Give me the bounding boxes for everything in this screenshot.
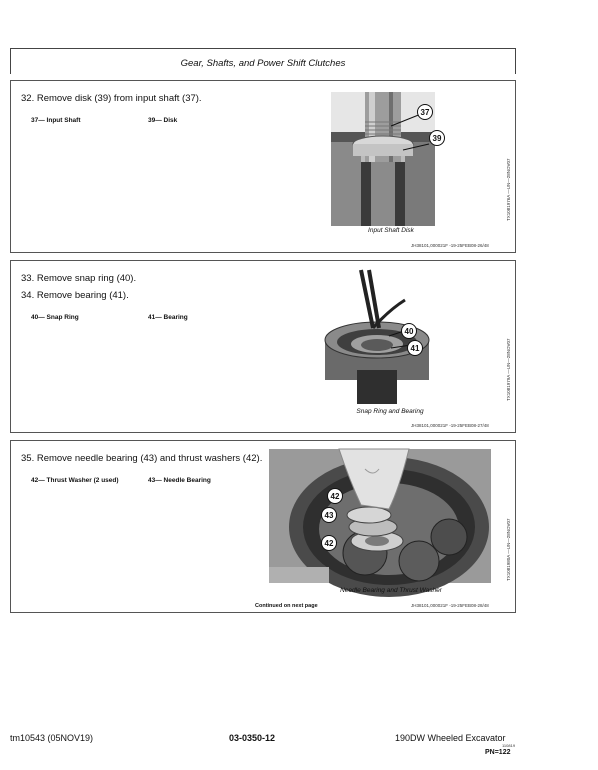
- page-header-title: Gear, Shafts, and Power Shift Clutches: [180, 58, 346, 69]
- footer-page-number: PN=122: [485, 749, 511, 756]
- legend-item: 41— Bearing: [148, 314, 188, 321]
- snap-ring-bearing-photo: [321, 270, 433, 404]
- step-text: 32. Remove disk (39) from input shaft (37).: [21, 93, 202, 104]
- photo-illustration: [269, 449, 491, 583]
- legend-item: 40— Snap Ring: [31, 314, 79, 321]
- reference-code: JH38101,000021F -19-25FEB08-27/48: [411, 423, 489, 428]
- procedure-step-35: [10, 440, 516, 613]
- input-shaft-disk-photo: [331, 92, 442, 226]
- callout-badge: 42: [327, 488, 343, 504]
- legend-number: 43: [148, 477, 156, 484]
- footer-document-id: tm10543 (05NOV19): [10, 733, 94, 743]
- figure-caption: Needle Bearing and Thrust Washer: [340, 587, 442, 594]
- figure-id: TX1081980A —UN—28NOV07: [506, 518, 511, 581]
- step-text: 35. Remove needle bearing (43) and thrust washers (42).: [21, 453, 263, 464]
- legend-number: 37: [31, 117, 39, 124]
- callout-badge: 37: [417, 104, 433, 120]
- footer-page-code: 03-0350-12: [229, 733, 276, 743]
- legend-number: 41: [148, 314, 156, 321]
- reference-code: JH38101,000021F -19-25FEB08-28/48: [411, 603, 489, 608]
- reference-code: JH38101,000021F -19-25FEB08-26/48: [411, 243, 489, 248]
- figure-id: TX1081979A —UN—28NOV07: [506, 338, 511, 401]
- legend-label: Input Shaft: [46, 117, 81, 124]
- legend-label: Needle Bearing: [163, 477, 211, 484]
- procedure-step-32: [10, 80, 516, 253]
- callout-badge: 42: [321, 535, 337, 551]
- legend-label: Thrust Washer (2 used): [46, 477, 119, 484]
- legend-item: 42— Thrust Washer (2 used): [31, 477, 119, 484]
- header-rule: [10, 48, 516, 49]
- procedure-step-33-34: [10, 260, 516, 433]
- legend-item: 43— Needle Bearing: [148, 477, 211, 484]
- step-text: 33. Remove snap ring (40).: [21, 273, 137, 284]
- legend-label: Snap Ring: [46, 314, 79, 321]
- legend-number: 40: [31, 314, 39, 321]
- photo-illustration: [321, 270, 433, 404]
- legend-number: 39: [148, 117, 156, 124]
- footer-model: 190DW Wheeled Excavator: [395, 733, 506, 743]
- legend-label: Bearing: [163, 314, 188, 321]
- footer-date-code: 110819: [502, 743, 516, 748]
- legend-item: 37— Input Shaft: [31, 117, 81, 124]
- figure-id: TX1081976A —UN—28NOV07: [506, 158, 511, 221]
- step-text: 34. Remove bearing (41).: [21, 290, 129, 301]
- legend-number: 42: [31, 477, 39, 484]
- callout-badge: 39: [429, 130, 445, 146]
- figure-caption: Input Shaft Disk: [368, 227, 414, 234]
- callout-badge: 41: [407, 340, 423, 356]
- legend-item: 39— Disk: [148, 117, 178, 124]
- figure-caption: Snap Ring and Bearing: [356, 408, 424, 415]
- callout-badge: 40: [401, 323, 417, 339]
- callout-badge: 43: [321, 507, 337, 523]
- continued-note: Continued on next page: [255, 603, 318, 609]
- needle-bearing-thrust-washer-photo: [269, 449, 491, 583]
- legend-label: Disk: [163, 117, 178, 124]
